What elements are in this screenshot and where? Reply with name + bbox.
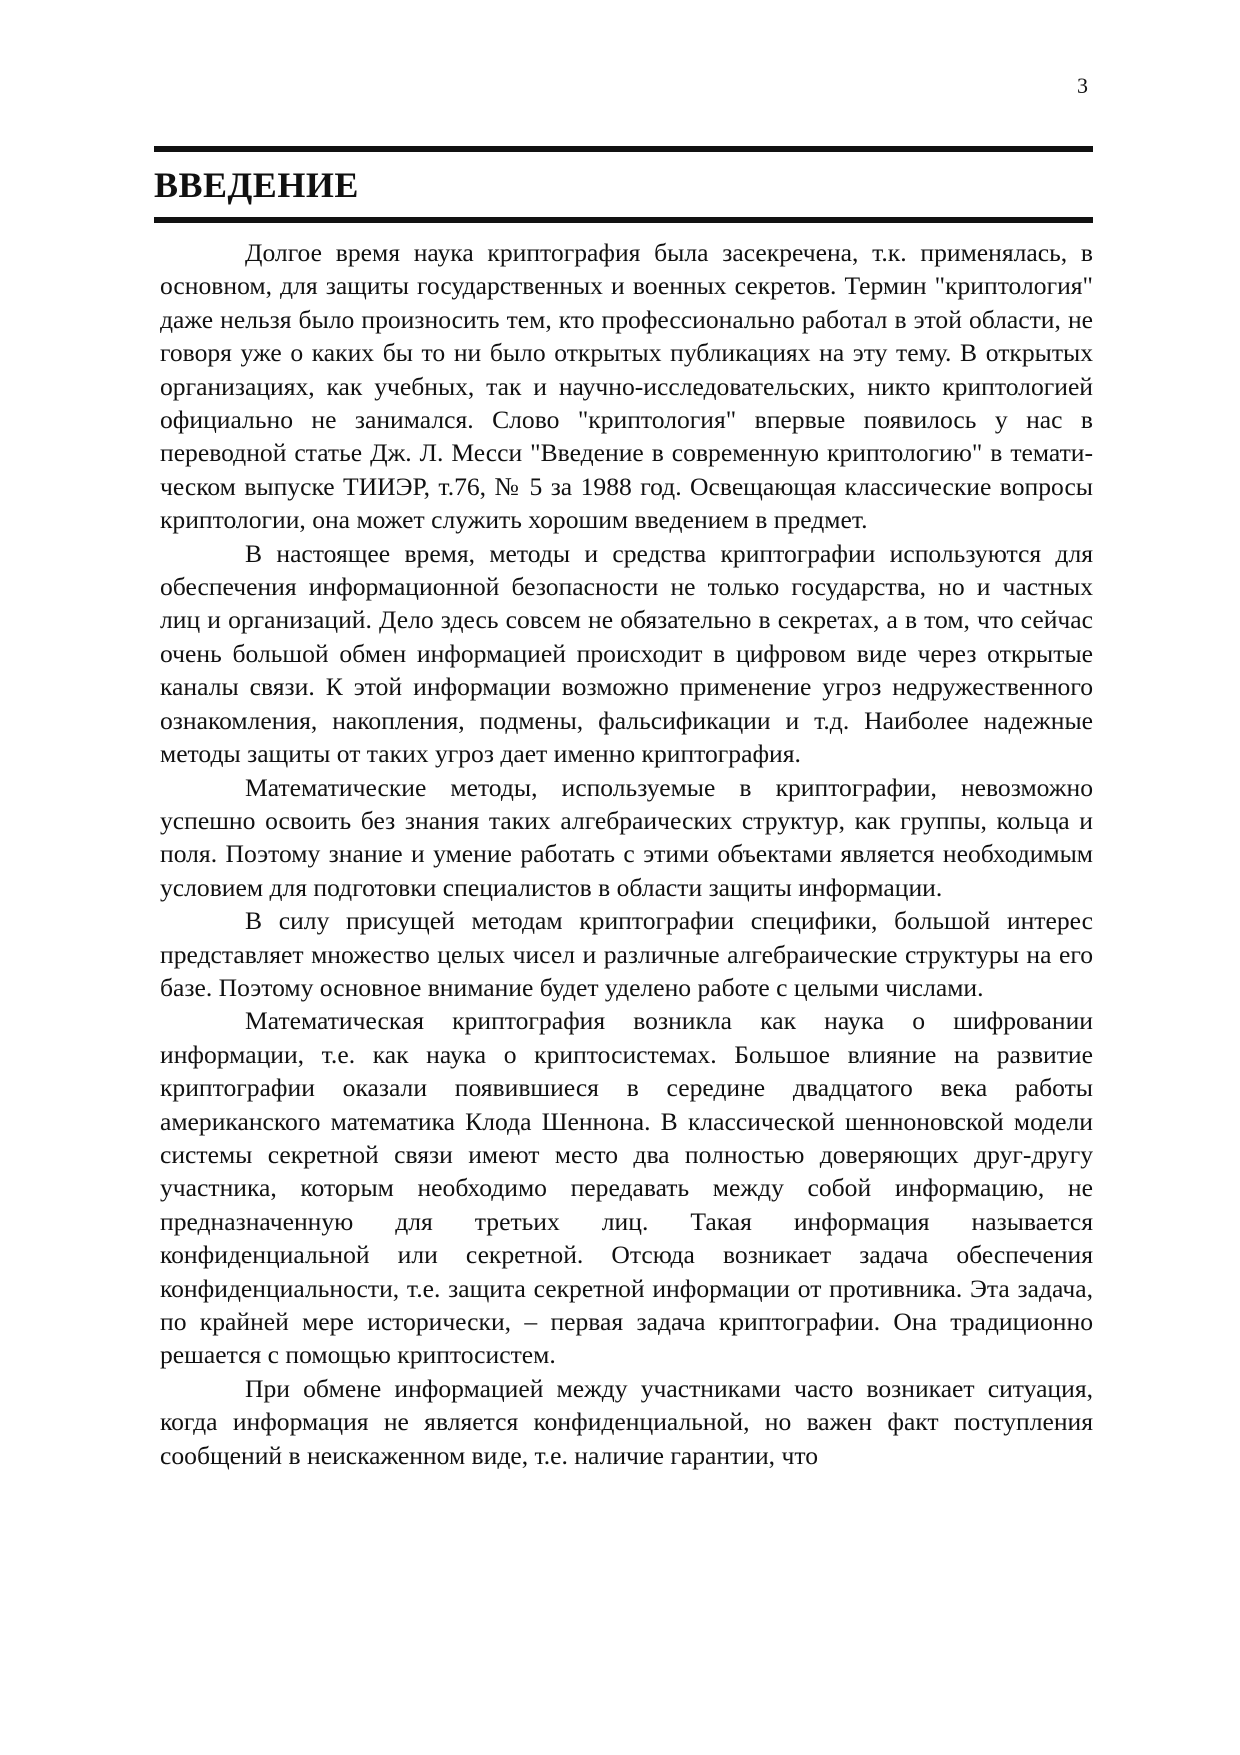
paragraph: В настоящее время, методы и средства криптографии используются для обеспечения информационной безопасности не только государства, но и частных лиц и организаций. Дело здесь совсем не обязательно в секретах, а в том, что сейчас очень большой обмен информацией происходит в цифровом виде через открытые каналы связи. К этой информации возможно применение угроз недружественного ознакомления, накопления, подмены, фальсификации и т.д. Наиболее надежные методы защиты от таких угроз дает именно криптография. — [160, 538, 1093, 769]
body-text — [160, 236, 1093, 1472]
paragraph: В силу присущей методам криптографии специфики, большой интерес представляет множество целых чисел и различные алгебраические структуры на его базе. Поэтому основное внимание будет уделено работе с целыми числами. — [160, 906, 1093, 1002]
page-number: 3 — [1077, 73, 1088, 98]
header-rule-top — [154, 146, 1093, 152]
paragraph: Математическая криптография возникла как наука о шифровании информации, т.е. как наука о криптосистемах. Большое влияние на развитие криптографии оказали появившиеся в середине двадцатого века работы американского математика Клода Шеннона. В классической шенноновской модели системы секретной связи имеют место два полностью доверяющих друг-другу участника, которым необходимо передавать между собой информацию, не предназначенную для третьих лиц. Такая информация называется конфиденциальной или секретной. Отсюда возникает задача обеспечения конфиденциальности, т.е. защита секретной информации от противника. Эта задача, по крайней мере исторически, – первая задача криптографии. Она традиционно решается с помощью криптосистем. — [160, 1006, 1093, 1370]
paragraph: Математические методы, используемые в криптографии, невозможно успешно освоить без знания таких алгебраических структур, как группы, кольца и поля. Поэтому знание и умение работать с этими объектами является необходимым условием для подготовки специалистов в области защиты информации. — [160, 772, 1093, 902]
chapter-header — [154, 146, 1093, 223]
header-rule-bottom — [154, 217, 1093, 223]
paragraph: Долгое время наука криптография была засекречена, т.к. применялась, в основном, для защиты государственных и военных секретов. Термин "криптология" даже нельзя было произносить тем, кто профессионально работал в этой области, не говоря уже о каких бы то ни было открытых публикациях на эту тему. В открытых организациях, как учебных, так и научно-исследовательских, никто криптологией официально не занимался. Слово "криптология" впервые появилось у нас в переводной статье Дж. Л. Месси "Введение в современную криптологию" в тематическом выпуске ТИИЭР, т.76, № 5 за 1988 год. Освещающая классические вопросы криптологии, она может служить хорошим введением в предмет. — [160, 238, 1093, 535]
paragraph: При обмене информацией между участниками часто возникает ситуация, когда информация не является конфиденциальной, но важен факт поступления сообщений в неискаженном виде, т.е. наличие гарантии, что — [160, 1373, 1093, 1470]
chapter-title: ВВЕДЕНИЕ — [154, 165, 359, 205]
